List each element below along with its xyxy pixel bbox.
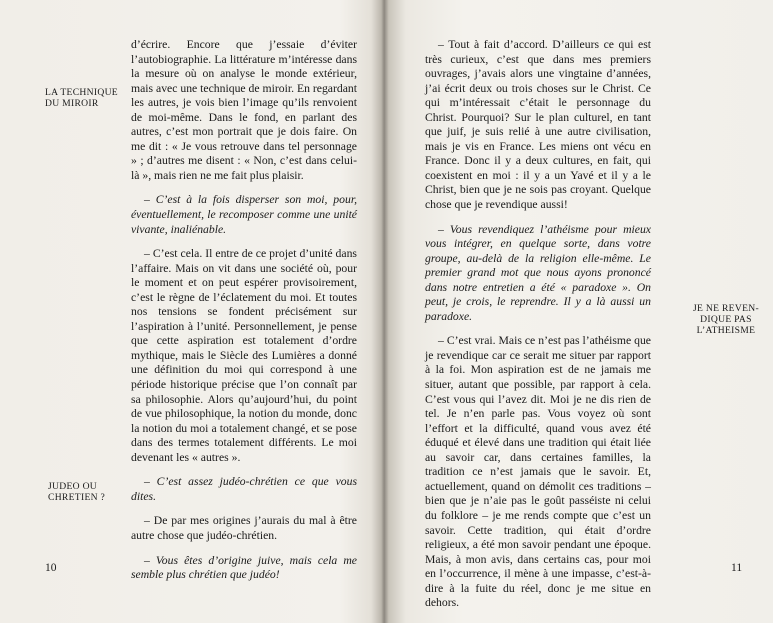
page-number: 11: [731, 562, 743, 574]
margin-note-atheisme: JE NE REVEN- DIQUE PAS L’ATHEISME: [693, 303, 759, 336]
question-paragraph: – Vous êtes d’origine juive, mais cela me semble plus chrétien que judéo!: [131, 553, 357, 582]
right-page: [395, 0, 773, 623]
paragraph: – Tout à fait d’accord. D’ailleurs ce qui est très curieux, c’est que dans mes premiers ouvrages, j’avais alors une vingtaine d’années, j’ai écrit deux ou trois choses sur le Christ. Ce qui m’intéressait c’était le personnage du Christ. Pourquoi? Sur le plan culturel, en tant que juif, je suis relié à une autre civilisation, mais je vis en France. Les miens ont vécu en France. Donc il y a deux cultures, en fait, qui coexistent en moi : il y a un Yavé et il y a le Christ, bien que je ne sois pas croyant. Quelque chose que je revendique aussi!: [425, 38, 651, 212]
question-paragraph: – C’est assez judéo-chrétien ce que vous dites.: [131, 475, 357, 503]
margin-note-technique-miroir: LA TECHNIQUE DU MIROIR: [45, 87, 118, 109]
question-paragraph: – C’est à la fois disperser son moi, pour, éventuellement, le recomposer comme une unité vivante, inaliénable.: [131, 193, 357, 236]
question-paragraph: – Vous revendiquez l’athéisme pour mieux vous intégrer, en quelque sorte, dans votre groupe, au-delà de la religion elle-même. Le premier grand mot que nous ayons prononcé dans notre entretien a été « paradoxe ». On peut, je crois, le reprendre. Il y a là aussi un paradoxe.: [425, 222, 651, 323]
paragraph: – C’est vrai. Mais ce n’est pas l’athéisme que je revendique car ce serait me situer par rapport à la foi. Mon aspiration est de ne jamais me situer, autant que possible, par rapport à cela. C’est vous qui l’avez dit. Moi je ne dis rien de tel. Je n’en parle pas. Vous voyez où sont l’effort et la difficulté, quand vous avez été éduqué et élevé dans une tradition qui était liée au savoir car, dans certaines familles, la tradition ce n’est jamais que le savoir. Et, actuellement, quand on démolit ces traditions – bien que je n’aie pas le goût passéiste ni celui du folklore – je me rends compte que c’est un savoir. Cette tradition, qui était d’ordre religieux, a été mon savoir pendant une époque. Mais, à mon avis, dans certains cas, pour moi en l’occurrence, il mène à une impasse, c’est-à-dire à la fuite du réel, donc je me situe en dehors.: [425, 334, 651, 610]
paragraph: d’écrire. Encore que j’essaie d’éviter l’autobiographie. La littérature m’intéresse dans la mesure où on analyse le monde extérieur, mais avec une technique de miroir. En regardant les autres, je vois bien l’image qu’ils renvoient de moi-même. Dans le fond, en parlant des autres, c’est mon portrait que je dois faire. On me dit : « Je vous retrouve dans tel personnage » ; d’autres me disent : « Non, c’est dans celui-là », mais rien ne me fait plus plaisir.: [131, 38, 357, 182]
left-text-column: [131, 38, 357, 583]
left-page: [0, 0, 378, 623]
margin-note-judeo-chretien: JUDEO OU CHRETIEN ?: [48, 481, 106, 503]
page-number: 10: [45, 562, 57, 574]
paragraph: – C’est cela. Il entre de ce projet d’unité dans l’affaire. Mais on vit dans une société où, pour le moment et on peut espérer provisoirement, c’est le règne de l’éclatement du moi. Et toutes nos tensions se fondent précisément sur l’aspiration à l’unité. Personnellement, je pense que cette aspiration est totalement d’ordre mythique, mais le Siècle des Lumières a donné une définition du moi qui correspond à une période historique précise que l’on connaît par sa philosophie. Alors qu’aujourd’hui, du point de vue philosophique, la notion du monde, donc la notion du moi a totalement changé, et se pose dans des termes totalement différents. Le moi devenant les « autres ».: [131, 247, 357, 464]
paragraph: – De par mes origines j’aurais du mal à être autre chose que judéo-chrétien.: [131, 514, 357, 542]
right-text-column: [425, 38, 651, 611]
